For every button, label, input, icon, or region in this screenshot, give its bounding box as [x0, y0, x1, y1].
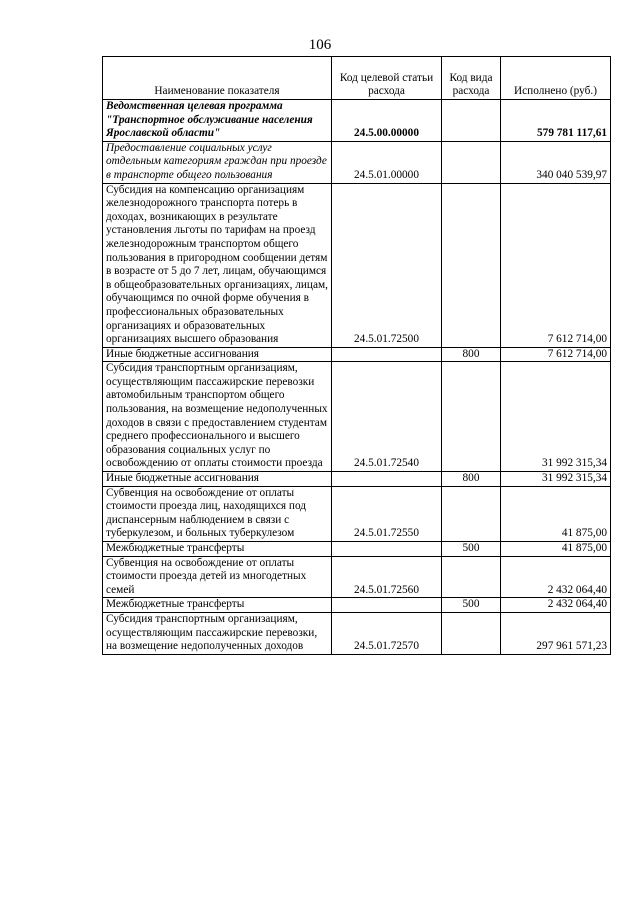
cell-expense-type: 500: [442, 542, 501, 557]
cell-amount: 297 961 571,23: [501, 612, 611, 654]
cell-expense-type: 500: [442, 598, 501, 613]
cell-target-code: [332, 347, 442, 362]
cell-expense-type: 800: [442, 347, 501, 362]
cell-expense-type: [442, 556, 501, 598]
cell-name: Иные бюджетные ассигнования: [103, 347, 332, 362]
table-row: [103, 486, 611, 541]
cell-amount: 31 992 315,34: [501, 362, 611, 472]
table-row: [103, 542, 611, 557]
cell-expense-type: [442, 362, 501, 472]
table-row: [103, 612, 611, 654]
cell-expense-type: [442, 141, 501, 183]
cell-target-code: 24.5.01.72540: [332, 362, 442, 472]
cell-amount: 2 432 064,40: [501, 556, 611, 598]
cell-name: Иные бюджетные ассигнования: [103, 472, 332, 487]
table-body: [103, 100, 611, 655]
cell-target-code: 24.5.01.00000: [332, 141, 442, 183]
cell-expense-type: [442, 100, 501, 142]
cell-name: Предоставление социальных услуг отдельным категориям граждан при проезде в транспорте общего пользования: [103, 141, 332, 183]
cell-target-code: 24.5.00.00000: [332, 100, 442, 142]
header-expense-type: Код вида расхода: [442, 57, 501, 100]
cell-name: Межбюджетные трансферты: [103, 598, 332, 613]
cell-expense-type: 800: [442, 472, 501, 487]
table-row: [103, 362, 611, 472]
cell-target-code: 24.5.01.72570: [332, 612, 442, 654]
cell-amount: 7 612 714,00: [501, 347, 611, 362]
cell-name: Субсидия транспортным организациям, осуществляющим пассажирские перевозки автомобильным транспортом общего пользования, на возмещение недополученных доходов в связи с предоставлением студентам среднего профессионального и высшего образования социальных услуг по освобождению от оплаты стоимости проезда: [103, 362, 332, 472]
table-row: [103, 183, 611, 347]
cell-name: Субвенция на освобождение от оплаты стоимости проезда детей из многодетных семей: [103, 556, 332, 598]
table-row: [103, 141, 611, 183]
cell-name: Субвенция на освобождение от оплаты стоимости проезда лиц, находящихся под диспансерным наблюдением в связи с туберкулезом, и больных туберкулезом: [103, 486, 332, 541]
cell-amount: 340 040 539,97: [501, 141, 611, 183]
header-executed: Исполнено (руб.): [501, 57, 611, 100]
cell-amount: 579 781 117,61: [501, 100, 611, 142]
table-row: [103, 347, 611, 362]
cell-expense-type: [442, 183, 501, 347]
cell-expense-type: [442, 612, 501, 654]
cell-name: Межбюджетные трансферты: [103, 542, 332, 557]
table-header-row: [103, 57, 611, 100]
cell-amount: 31 992 315,34: [501, 472, 611, 487]
cell-target-code: 24.5.01.72560: [332, 556, 442, 598]
table-row: [103, 100, 611, 142]
header-name: Наименование показателя: [103, 57, 332, 100]
table-row: [103, 598, 611, 613]
cell-target-code: 24.5.01.72500: [332, 183, 442, 347]
expenditure-table: [102, 56, 611, 655]
cell-expense-type: [442, 486, 501, 541]
cell-target-code: [332, 542, 442, 557]
cell-amount: 7 612 714,00: [501, 183, 611, 347]
cell-name: Субсидия транспортным организациям, осуществляющим пассажирские перевозки, на возмещение недополученных доходов: [103, 612, 332, 654]
table-row: [103, 472, 611, 487]
cell-amount: 41 875,00: [501, 542, 611, 557]
cell-target-code: [332, 598, 442, 613]
cell-amount: 2 432 064,40: [501, 598, 611, 613]
cell-name: Субсидия на компенсацию организациям железнодорожного транспорта потерь в доходах, возникающих в результате установления льготы по тарифам на проезд железнодорожным транспортом общего пользования в пригородном сообщении детям в возрасте от 5 до 7 лет, лицам, обучающимся в общеобразовательных организациях, лицам, обучающимся по очной форме обучения в профессиональных образовательных организациях и образовательных организациях высшего образования: [103, 183, 332, 347]
cell-amount: 41 875,00: [501, 486, 611, 541]
cell-target-code: 24.5.01.72550: [332, 486, 442, 541]
table-row: [103, 556, 611, 598]
header-target-code: Код целевой статьи расхода: [332, 57, 442, 100]
cell-name: Ведомственная целевая программа "Транспортное обслуживание населения Ярославской области": [103, 100, 332, 142]
page-number: 106: [308, 37, 332, 53]
cell-target-code: [332, 472, 442, 487]
